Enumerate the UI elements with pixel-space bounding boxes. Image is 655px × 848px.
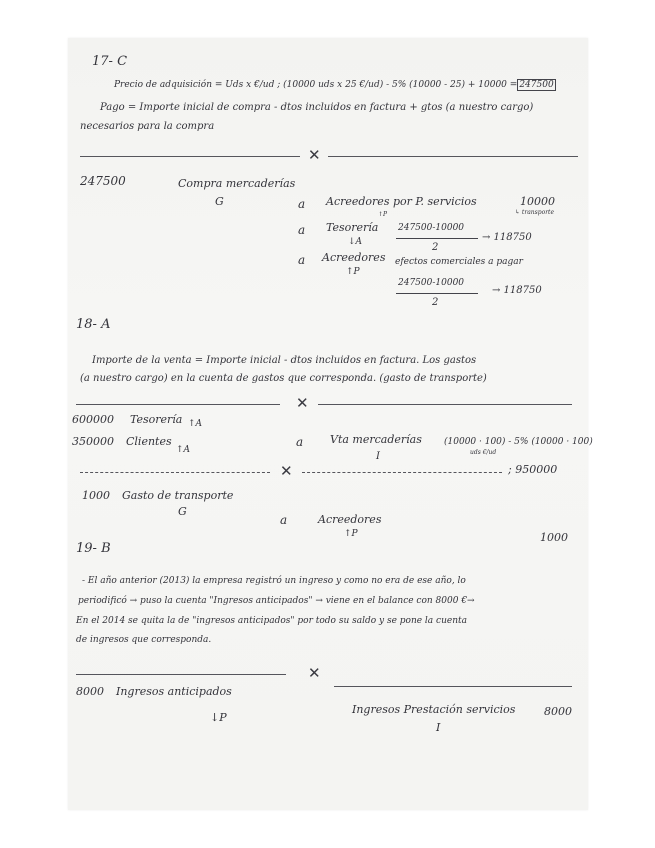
entry-18-debit1-account: Tesorería: [130, 413, 183, 426]
entry-17-credit3-numerator: 247500-10000: [398, 278, 465, 288]
entry-19-debit-amount: 8000: [76, 685, 104, 698]
exercise-17-heading: 17- C: [92, 54, 128, 69]
entry-17-credit1-account: Acreedores por P. servicios: [326, 195, 477, 208]
entry-17-credit3-detail: efectos comerciales a pagar: [395, 257, 523, 267]
journal-divider-cross: ✕: [308, 664, 321, 682]
journal-divider-left: [80, 156, 300, 157]
entry-17-credit3-account: Acreedores: [322, 251, 386, 264]
entry-19-credit-tag: I: [436, 721, 441, 734]
entry-17-credit2-numerator: 247500-10000: [398, 223, 465, 233]
entry-17-a2: a: [298, 223, 306, 237]
entry-18-expense-account: Gasto de transporte: [122, 489, 234, 502]
exercise-17-explanation-line2: necesarios para la compra: [80, 121, 215, 132]
journal-dashed-divider-right: [302, 472, 502, 473]
journal-divider-left: [76, 404, 280, 405]
entry-19-debit-tag: ↓P: [210, 711, 227, 724]
exercise-19-explanation-line4: de ingresos que corresponda.: [76, 635, 212, 645]
entry-18-credit-result: ; 950000: [508, 463, 558, 476]
entry-17-credit3-result: → 118750: [492, 285, 542, 296]
exercise-19-explanation-line3: En el 2014 se quita la de "ingresos anticipados" por todo su saldo y se pone la cuenta: [76, 616, 467, 626]
entry-17-credit3-denominator: 2: [432, 297, 439, 308]
entry-18-a2: a: [280, 513, 288, 527]
entry-17-debit-account: Compra mercaderías: [178, 177, 296, 190]
entry-17-credit3-fraction-bar: [396, 293, 478, 294]
exercise-17-formula-result: 247500: [519, 80, 554, 90]
journal-divider-right: [334, 686, 572, 687]
entry-18-credit-calc: (10000 · 100) - 5% (10000 · 100): [444, 437, 593, 447]
exercise-19-heading: 19- B: [76, 541, 111, 556]
exercise-18-heading: 18- A: [76, 317, 111, 332]
journal-divider-cross: ✕: [296, 394, 309, 412]
entry-17-credit2-tag: ↓A: [348, 237, 363, 247]
entry-17-credit2-account: Tesorería: [326, 221, 379, 234]
exercise-17-explanation-line1: Pago = Importe inicial de compra - dtos incluidos en factura + gtos (a nuestro cargo): [100, 102, 534, 113]
journal-divider-right: [318, 404, 572, 405]
entry-18-debit2-amount: 350000: [72, 435, 114, 448]
entry-17-debit-tag: G: [215, 195, 224, 208]
journal-dashed-divider-left: [80, 472, 270, 473]
entry-18-credit-calc-note: uds €/ud: [470, 449, 497, 456]
entry-18-debit1-tag: ↑A: [188, 419, 203, 429]
entry-18-a: a: [296, 435, 304, 449]
exercise-19-explanation-line1: - El año anterior (2013) la empresa registró un ingreso y como no era de ese año, lo: [82, 576, 466, 586]
journal-divider-cross: ✕: [280, 462, 293, 480]
exercise-19-explanation-line2: periodificó → puso la cuenta "Ingresos anticipados" → viene en el balance con 8000 €→: [78, 596, 475, 606]
entry-18-expense-tag: G: [178, 505, 187, 518]
entry-17-credit1-note: ↳ transporte: [515, 209, 555, 216]
entry-18-debit1-amount: 600000: [72, 413, 114, 426]
entry-18-debit2-tag: ↑A: [176, 445, 191, 455]
journal-divider-left: [76, 674, 286, 675]
entry-18-expense-credit-account: Acreedores: [318, 513, 382, 526]
entry-17-a1: a: [298, 197, 306, 211]
journal-divider-cross: ✕: [308, 146, 321, 164]
entry-17-a3: a: [298, 253, 306, 267]
journal-divider-right: [328, 156, 578, 157]
exercise-18-explanation-line1: Importe de la venta = Importe inicial - dtos incluidos en factura. Los gastos: [92, 355, 477, 366]
entry-17-credit2-fraction-bar: [396, 238, 478, 239]
exercise-18-explanation-line2: (a nuestro cargo) en la cuenta de gastos que corresponda. (gasto de transporte): [80, 373, 487, 384]
entry-18-expense-credit-tag: ↑P: [344, 529, 358, 539]
entry-19-credit-account: Ingresos Prestación servicios: [352, 703, 516, 716]
entry-17-credit1-tag: ↑P: [378, 211, 388, 218]
entry-19-debit-account: Ingresos anticipados: [116, 685, 232, 698]
entry-19-credit-amount: 8000: [544, 705, 572, 718]
entry-17-credit1-amount: 10000: [520, 195, 555, 208]
entry-18-debit2-account: Clientes: [126, 435, 172, 448]
exercise-17-formula: Precio de adquisición = Uds x €/ud ; (10000 uds x 25 €/ud) - 5% (10000 - 25) + 10000 = 247500: [114, 80, 554, 90]
entry-18-expense-credit-amount: 1000: [540, 531, 568, 544]
entry-18-credit-tag: I: [376, 451, 380, 462]
entry-18-expense-amount: 1000: [82, 489, 110, 502]
entry-17-credit2-result: → 118750: [482, 232, 532, 243]
entry-17-credit2-denominator: 2: [432, 242, 439, 253]
entry-18-credit-account: Vta mercaderías: [330, 433, 422, 446]
entry-17-debit-amount: 247500: [80, 174, 126, 188]
entry-17-credit3-tag: ↑P: [346, 267, 360, 277]
